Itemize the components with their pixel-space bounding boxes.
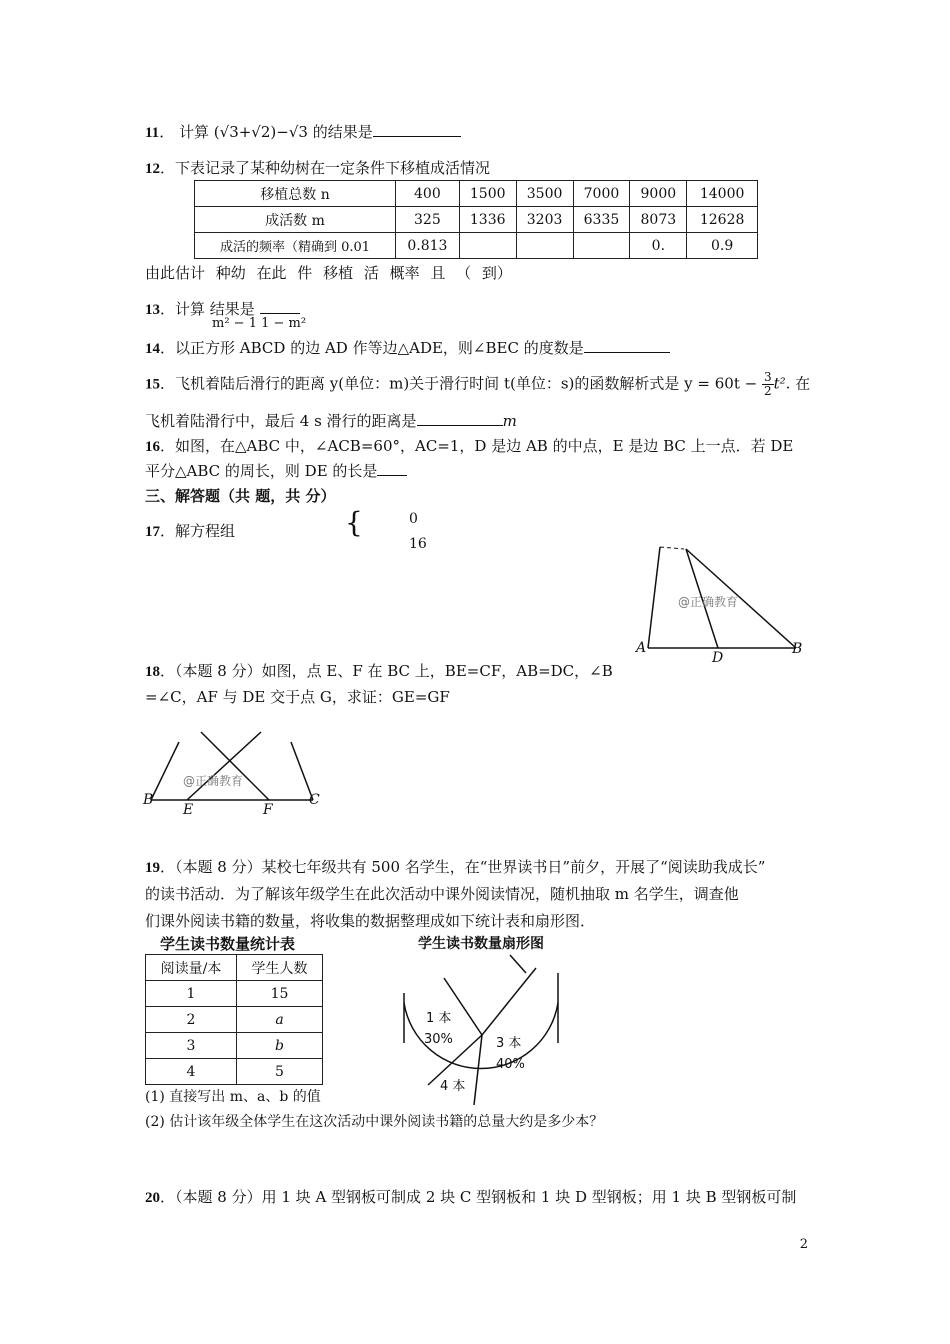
table-cell: 6335	[573, 207, 630, 233]
question-18: 18．（本题 8 分）如图，点 E、F 在 BC 上，BE=CF，AB=DC，∠B	[145, 662, 613, 680]
question-text: 如图，在△ABC 中，∠ACB=60°，AC=1，D 是边 AB 的中点，E 是边 BC 上一点．若 DE	[175, 437, 794, 455]
table-cell: 1336	[459, 207, 516, 233]
question-number: 20	[145, 1190, 160, 1206]
table-cell: 15	[237, 981, 323, 1007]
table-row	[195, 207, 758, 233]
table-cell: 0.813	[396, 233, 460, 259]
fraction-denominators: m² − 1 1 − m²	[212, 316, 307, 331]
fraction-numerator: 3	[763, 370, 772, 384]
figure-quadrilateral	[143, 712, 323, 818]
question-text: 下表记录了某种幼树在一定条件下移植成活情况	[175, 159, 491, 177]
table-row	[195, 181, 758, 207]
question-18-line2: =∠C，AF 与 DE 交于点 G，求证：GE=GF	[145, 688, 450, 706]
table-cell: 成活的频率（精确到 0.01	[195, 233, 396, 259]
question-16: 16．如图，在△ABC 中，∠ACB=60°，AC=1，D 是边 AB 的中点，E 是边 BC 上一点．若 DE	[145, 437, 794, 455]
subquestion-1: (1) 直接写出 m、a、b 的值	[145, 1089, 321, 1105]
question-text: 以正方形 ABCD 的边 AD 作等边△ADE，则∠BEC 的度数是	[175, 339, 584, 357]
question-number: 14	[145, 341, 160, 357]
answer-blank[interactable]	[417, 409, 503, 426]
point-label: B	[792, 641, 803, 657]
answer-blank[interactable]	[377, 459, 407, 476]
brace: {	[345, 506, 363, 539]
table-cell: 4	[146, 1059, 237, 1085]
watermark: @正确教育	[183, 774, 244, 788]
table-title: 学生读书数量统计表	[160, 935, 296, 953]
pie-chart	[398, 933, 563, 1113]
question-text: 飞机着陆滑行中，最后 4 s 滑行的距离是	[145, 412, 417, 430]
question-text: （本题 8 分）如图，点 E、F 在 BC 上，BE=CF，AB=DC，∠B	[175, 662, 613, 680]
fraction	[762, 371, 774, 398]
question-16-line2	[145, 459, 407, 482]
question-17: 17．解方程组	[145, 522, 236, 540]
table-row	[146, 1033, 323, 1059]
fraction-denominator: 2	[763, 384, 772, 398]
question-19-line3: 们课外阅读书籍的数量，将收集的数据整理成如下统计表和扇形图．	[145, 912, 596, 930]
table-cell: 3203	[516, 207, 573, 233]
question-11: 11． 计算 (√3+√2)−√3 的结果是	[145, 120, 461, 144]
table-cell: 3500	[516, 181, 573, 207]
table-row	[146, 981, 323, 1007]
question-text: 计算	[178, 123, 209, 141]
question-15: 15．飞机着陆后滑行的距离 y(单位：m)关于滑行时间 t(单位：s)的函数解析式是 y = 60t − $\frac{3}{2}$ t². 在	[145, 370, 811, 398]
math-expression: (√3+√2)−√3	[213, 123, 308, 141]
question-number: 11	[145, 125, 160, 141]
math-term: t²	[773, 374, 786, 393]
question-12-tail: 由此估计 种幼 在此 件 移植 活 概率 且 （ 到）	[145, 264, 512, 282]
point-label: E	[183, 802, 194, 818]
table-cell: 7000	[573, 181, 630, 207]
table-cell: 移植总数 n	[195, 181, 396, 207]
point-label: C	[309, 792, 320, 808]
reading-table	[145, 954, 323, 1085]
question-19: 19．（本题 8 分）某校七年级共有 500 名学生，在“世界读书日”前夕，开展了“阅读助我成长”	[145, 858, 766, 876]
subquestion-2: (2) 估计该年级全体学生在这次活动中课外阅读书籍的总量大约是多少本？	[145, 1114, 604, 1130]
table-cell: a	[237, 1007, 323, 1033]
table-cell	[573, 233, 630, 259]
question-20: 20．（本题 8 分）用 1 块 A 型钢板可制成 2 块 C 型钢板和 1 块 D 型钢板；用 1 块 B 型钢板可制	[145, 1188, 797, 1206]
table-cell: 1500	[459, 181, 516, 207]
question-number: 19	[145, 860, 160, 876]
table-cell: 0.9	[687, 233, 758, 259]
pie-figure	[398, 933, 563, 1113]
pie-label: 40%	[496, 1057, 525, 1072]
question-number: 13	[145, 302, 160, 318]
point-label: F	[263, 802, 273, 818]
table-cell: 325	[396, 207, 460, 233]
table-cell: 400	[396, 181, 460, 207]
table-row	[195, 233, 758, 259]
point-label: A	[636, 640, 647, 656]
table-header: 学生人数	[237, 955, 323, 981]
pie-label: 1 本	[426, 1011, 452, 1026]
pie-title: 学生读书数量扇形图	[418, 936, 544, 952]
table-cell: 5	[237, 1059, 323, 1085]
page-number: 2	[799, 1237, 808, 1252]
table-cell: 8073	[630, 207, 687, 233]
table-cell: 9000	[630, 181, 687, 207]
table-cell: 2	[146, 1007, 237, 1033]
table-cell: 3	[146, 1033, 237, 1059]
figure-triangle-adb	[636, 535, 808, 666]
section-heading: 三、解答题（共 题，共 分）	[145, 487, 336, 505]
table-cell: 1	[146, 981, 237, 1007]
watermark: @正确教育	[678, 595, 739, 609]
question-text: 计算 结果是	[175, 300, 255, 318]
question-number: 15	[145, 376, 160, 393]
question-13: 13．计算 结果是	[145, 297, 300, 321]
question-text: 飞机着陆后滑行的距离 y(单位：m)关于滑行时间 t(单位：s)的函数解析式是 y = 60t −	[175, 374, 762, 393]
quadrilateral-diagram	[143, 712, 323, 818]
answer-blank[interactable]	[373, 120, 461, 137]
question-15-line2	[145, 409, 517, 432]
equation-rhs: 0	[409, 511, 418, 527]
table-row	[146, 1059, 323, 1085]
table-cell: b	[237, 1033, 323, 1059]
transplant-table	[194, 180, 758, 259]
question-number: 18	[145, 664, 160, 680]
question-text: （本题 8 分）某校七年级共有 500 名学生，在“世界读书日”前夕，开展了“阅读助我成长”	[175, 858, 766, 876]
table-cell	[516, 233, 573, 259]
question-text: 的结果是	[312, 123, 373, 141]
question-text: 解方程组	[175, 522, 236, 540]
question-19-line2: 的读书活动．为了解该年级学生在此次活动中课外阅读情况，随机抽取 m 名学生，调查他	[145, 885, 739, 903]
answer-blank[interactable]	[584, 336, 670, 353]
question-number: 12	[145, 161, 160, 177]
pie-label: 30%	[424, 1032, 453, 1047]
equation-rhs: 16	[409, 536, 427, 552]
point-label: B	[143, 792, 154, 808]
pie-label: 3 本	[496, 1036, 522, 1051]
table-cell: 0.	[630, 233, 687, 259]
table-cell: 12628	[687, 207, 758, 233]
question-number: 16	[145, 439, 160, 455]
table-cell	[459, 233, 516, 259]
question-text: . 在	[785, 374, 811, 393]
table-cell: 成活数 m	[195, 207, 396, 233]
question-14: 14．以正方形 ABCD 的边 AD 作等边△ADE，则∠BEC 的度数是	[145, 336, 670, 360]
table-cell: 14000	[687, 181, 758, 207]
pie-label: 4 本	[440, 1079, 466, 1094]
point-label: D	[712, 650, 724, 666]
table-row	[146, 1007, 323, 1033]
question-12: 12．下表记录了某种幼树在一定条件下移植成活情况	[145, 159, 491, 177]
question-text: （本题 8 分）用 1 块 A 型钢板可制成 2 块 C 型钢板和 1 块 D 型钢板；用 1 块 B 型钢板可制	[175, 1188, 797, 1206]
question-number: 17	[145, 524, 160, 540]
question-text: 平分△ABC 的周长，则 DE 的长是	[145, 462, 378, 480]
table-row	[146, 955, 323, 981]
unit: m	[502, 412, 517, 430]
table-header: 阅读量/本	[146, 955, 237, 981]
answer-blank[interactable]	[260, 297, 300, 314]
